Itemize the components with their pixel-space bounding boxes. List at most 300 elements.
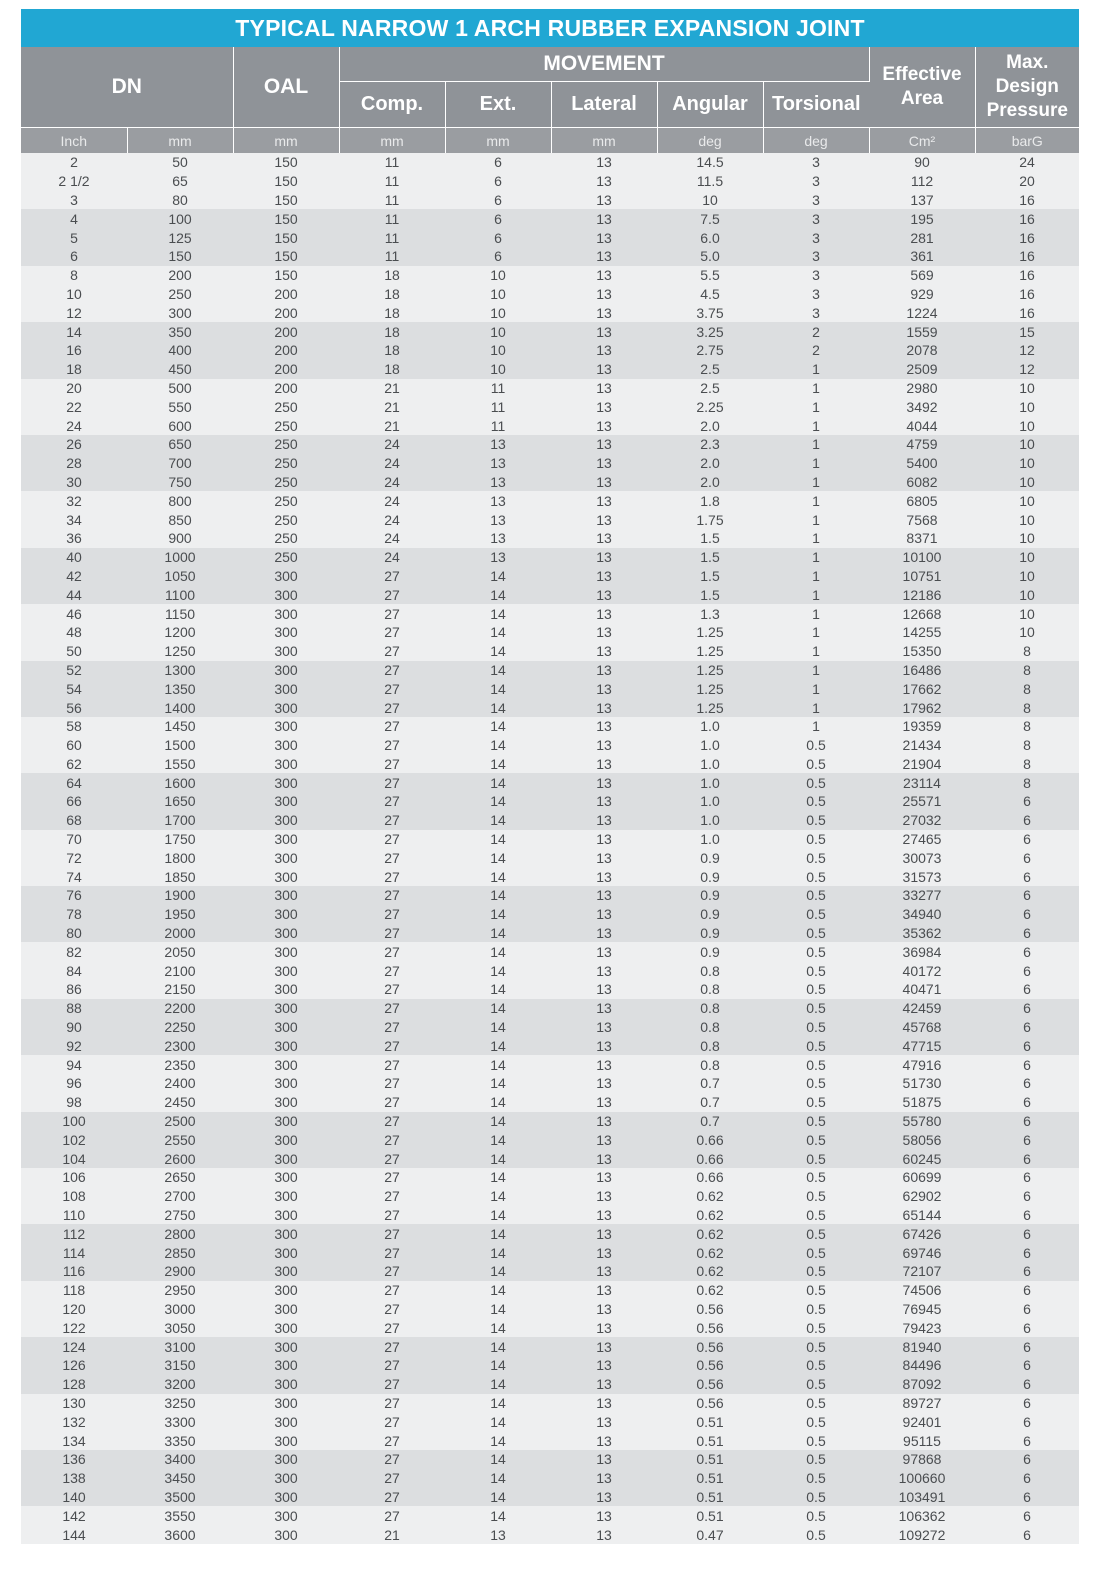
table-cell: 27 xyxy=(339,755,445,774)
table-row xyxy=(21,303,1079,322)
table-row xyxy=(21,1149,1079,1168)
table-cell: 1 xyxy=(763,717,869,736)
table-cell: 8 xyxy=(975,698,1079,717)
table-cell: 0.5 xyxy=(763,1149,869,1168)
table-cell: 3 xyxy=(763,228,869,247)
table-cell: 4.5 xyxy=(657,285,763,304)
table-cell: 0.5 xyxy=(763,980,869,999)
table-cell: 300 xyxy=(233,1318,339,1337)
table-row xyxy=(21,548,1079,567)
table-cell: 10 xyxy=(975,473,1079,492)
table-cell: 13 xyxy=(551,1488,657,1507)
table-cell: 79423 xyxy=(869,1318,975,1337)
table-cell: 13 xyxy=(551,661,657,680)
table-row xyxy=(21,867,1079,886)
table-cell: 0.7 xyxy=(657,1074,763,1093)
table-cell: 150 xyxy=(233,172,339,191)
table-cell: 300 xyxy=(233,830,339,849)
table-cell: 13 xyxy=(551,303,657,322)
table-cell: 1550 xyxy=(127,755,233,774)
table-cell: 300 xyxy=(233,1450,339,1469)
table-cell: 0.56 xyxy=(657,1318,763,1337)
table-cell: 0.5 xyxy=(763,1281,869,1300)
table-cell: 0.56 xyxy=(657,1375,763,1394)
table-cell: 21904 xyxy=(869,755,975,774)
table-cell: 300 xyxy=(233,1168,339,1187)
table-cell: 1200 xyxy=(127,623,233,642)
table-cell: 13 xyxy=(551,755,657,774)
table-cell: 6 xyxy=(975,1469,1079,1488)
table-cell: 42459 xyxy=(869,999,975,1018)
table-cell: 2.0 xyxy=(657,454,763,473)
table-cell: 11.5 xyxy=(657,172,763,191)
table-cell: 2350 xyxy=(127,1055,233,1074)
table-cell: 1.5 xyxy=(657,548,763,567)
table-cell: 0.5 xyxy=(763,1112,869,1131)
table-cell: 6 xyxy=(975,830,1079,849)
table-row xyxy=(21,341,1079,360)
unit-cell: deg xyxy=(763,128,869,154)
table-cell: 1 xyxy=(763,529,869,548)
table-cell: 10 xyxy=(975,585,1079,604)
table-cell: 6 xyxy=(21,247,127,266)
table-cell: 0.66 xyxy=(657,1130,763,1149)
table-cell: 0.5 xyxy=(763,1394,869,1413)
table-cell: 54 xyxy=(21,679,127,698)
table-cell: 300 xyxy=(233,924,339,943)
table-cell: 13 xyxy=(551,1281,657,1300)
table-cell: 6 xyxy=(975,980,1079,999)
table-cell: 14255 xyxy=(869,623,975,642)
table-cell: 0.8 xyxy=(657,1036,763,1055)
table-cell: 300 xyxy=(233,792,339,811)
header-max-pressure-line1: Max. xyxy=(1006,52,1049,73)
table-cell: 13 xyxy=(551,454,657,473)
table-cell: 33277 xyxy=(869,886,975,905)
table-cell: 0.5 xyxy=(763,1412,869,1431)
table-cell: 150 xyxy=(127,247,233,266)
table-cell: 2600 xyxy=(127,1149,233,1168)
table-cell: 90 xyxy=(869,153,975,172)
table-cell: 13 xyxy=(551,285,657,304)
table-cell: 13 xyxy=(551,1318,657,1337)
table-cell: 27 xyxy=(339,830,445,849)
table-cell: 2.3 xyxy=(657,435,763,454)
table-cell: 2850 xyxy=(127,1243,233,1262)
table-cell: 1100 xyxy=(127,585,233,604)
table-cell: 140 xyxy=(21,1488,127,1507)
table-cell: 27 xyxy=(339,661,445,680)
expansion-joint-table xyxy=(21,47,1079,1544)
table-cell: 27 xyxy=(339,1112,445,1131)
table-cell: 250 xyxy=(233,416,339,435)
table-cell: 15350 xyxy=(869,642,975,661)
table-cell: 361 xyxy=(869,247,975,266)
table-row xyxy=(21,773,1079,792)
table-cell: 8 xyxy=(975,642,1079,661)
table-cell: 2450 xyxy=(127,1093,233,1112)
table-cell: 2700 xyxy=(127,1187,233,1206)
table-cell: 6 xyxy=(975,1018,1079,1037)
table-cell: 14 xyxy=(445,585,551,604)
table-row xyxy=(21,642,1079,661)
table-row xyxy=(21,1168,1079,1187)
table-cell: 500 xyxy=(127,379,233,398)
table-row xyxy=(21,604,1079,623)
table-cell: 20 xyxy=(975,172,1079,191)
table-cell: 27 xyxy=(339,623,445,642)
table-cell: 0.9 xyxy=(657,867,763,886)
table-cell: 14 xyxy=(445,1337,551,1356)
table-cell: 13 xyxy=(551,905,657,924)
table-cell: 1.0 xyxy=(657,792,763,811)
table-cell: 11 xyxy=(339,191,445,210)
table-cell: 1050 xyxy=(127,567,233,586)
table-cell: 46 xyxy=(21,604,127,623)
table-cell: 27 xyxy=(339,567,445,586)
table-cell: 27 xyxy=(339,1469,445,1488)
table-cell: 0.5 xyxy=(763,1130,869,1149)
table-cell: 60 xyxy=(21,736,127,755)
table-cell: 6 xyxy=(445,191,551,210)
table-cell: 13 xyxy=(551,717,657,736)
table-cell: 1950 xyxy=(127,905,233,924)
table-cell: 13 xyxy=(551,510,657,529)
table-cell: 14 xyxy=(445,1187,551,1206)
table-cell: 0.5 xyxy=(763,1018,869,1037)
table-cell: 112 xyxy=(869,172,975,191)
table-cell: 27 xyxy=(339,1375,445,1394)
table-cell: 300 xyxy=(233,1412,339,1431)
table-cell: 27 xyxy=(339,848,445,867)
table-cell: 0.62 xyxy=(657,1187,763,1206)
table-cell: 82 xyxy=(21,942,127,961)
table-cell: 15 xyxy=(975,322,1079,341)
table-cell: 6 xyxy=(975,811,1079,830)
table-cell: 12 xyxy=(975,360,1079,379)
header-oal: OAL xyxy=(233,47,339,128)
table-cell: 250 xyxy=(127,285,233,304)
table-cell: 2900 xyxy=(127,1262,233,1281)
table-cell: 0.5 xyxy=(763,755,869,774)
table-row xyxy=(21,1525,1079,1544)
table-cell: 300 xyxy=(233,905,339,924)
table-cell: 10 xyxy=(975,604,1079,623)
table-cell: 14 xyxy=(445,1243,551,1262)
table-cell: 92401 xyxy=(869,1412,975,1431)
table-cell: 0.9 xyxy=(657,942,763,961)
table-cell: 0.5 xyxy=(763,1206,869,1225)
table-row xyxy=(21,1469,1079,1488)
table-cell: 0.5 xyxy=(763,999,869,1018)
table-cell: 13 xyxy=(551,830,657,849)
table-cell: 14 xyxy=(445,942,551,961)
table-cell: 27 xyxy=(339,1318,445,1337)
table-cell: 0.9 xyxy=(657,886,763,905)
table-cell: 2300 xyxy=(127,1036,233,1055)
table-row xyxy=(21,1224,1079,1243)
table-cell: 800 xyxy=(127,491,233,510)
table-cell: 1000 xyxy=(127,548,233,567)
table-row xyxy=(21,1130,1079,1149)
table-cell: 6 xyxy=(975,1337,1079,1356)
table-cell: 14 xyxy=(445,980,551,999)
table-cell: 27 xyxy=(339,1300,445,1319)
table-cell: 14 xyxy=(445,811,551,830)
table-row xyxy=(21,1206,1079,1225)
table-row xyxy=(21,1394,1079,1413)
table-cell: 24 xyxy=(339,473,445,492)
table-cell: 50 xyxy=(127,153,233,172)
table-cell: 200 xyxy=(233,360,339,379)
table-row xyxy=(21,1450,1079,1469)
table-cell: 6 xyxy=(975,1281,1079,1300)
table-cell: 300 xyxy=(233,585,339,604)
table-cell: 1 xyxy=(763,454,869,473)
table-cell: 18 xyxy=(339,322,445,341)
table-cell: 6 xyxy=(975,1093,1079,1112)
table-cell: 3 xyxy=(763,266,869,285)
table-row xyxy=(21,811,1079,830)
table-cell: 0.5 xyxy=(763,1469,869,1488)
table-row xyxy=(21,510,1079,529)
table-row xyxy=(21,285,1079,304)
table-cell: 14 xyxy=(445,1093,551,1112)
table-cell: 6 xyxy=(975,1036,1079,1055)
table-cell: 1.25 xyxy=(657,661,763,680)
table-cell: 3492 xyxy=(869,397,975,416)
table-cell: 16 xyxy=(21,341,127,360)
table-cell: 850 xyxy=(127,510,233,529)
table-cell: 69746 xyxy=(869,1243,975,1262)
table-cell: 300 xyxy=(233,1431,339,1450)
table-cell: 94 xyxy=(21,1055,127,1074)
table-cell: 1650 xyxy=(127,792,233,811)
table-cell: 13 xyxy=(551,924,657,943)
table-row xyxy=(21,379,1079,398)
table-cell: 18 xyxy=(21,360,127,379)
table-cell: 0.5 xyxy=(763,867,869,886)
table-cell: 250 xyxy=(233,548,339,567)
table-cell: 27 xyxy=(339,1262,445,1281)
table-cell: 13 xyxy=(551,397,657,416)
table-cell: 13 xyxy=(551,172,657,191)
table-cell: 300 xyxy=(233,698,339,717)
table-cell: 1.8 xyxy=(657,491,763,510)
table-cell: 0.5 xyxy=(763,736,869,755)
table-cell: 87092 xyxy=(869,1375,975,1394)
table-cell: 1 xyxy=(763,642,869,661)
table-cell: 40172 xyxy=(869,961,975,980)
table-cell: 13 xyxy=(551,1112,657,1131)
table-cell: 58 xyxy=(21,717,127,736)
table-cell: 125 xyxy=(127,228,233,247)
table-cell: 14 xyxy=(445,1431,551,1450)
table-cell: 27 xyxy=(339,1055,445,1074)
table-cell: 0.9 xyxy=(657,924,763,943)
table-cell: 195 xyxy=(869,209,975,228)
table-cell: 0.56 xyxy=(657,1394,763,1413)
table-row xyxy=(21,679,1079,698)
table-cell: 14.5 xyxy=(657,153,763,172)
table-cell: 13 xyxy=(551,1262,657,1281)
table-cell: 0.5 xyxy=(763,1506,869,1525)
table-cell: 14 xyxy=(445,924,551,943)
table-cell: 0.5 xyxy=(763,773,869,792)
table-cell: 350 xyxy=(127,322,233,341)
table-row xyxy=(21,1112,1079,1131)
table-cell: 2950 xyxy=(127,1281,233,1300)
table-cell: 27 xyxy=(339,773,445,792)
unit-cell: Inch xyxy=(21,128,127,154)
table-cell: 300 xyxy=(233,1243,339,1262)
table-cell: 8 xyxy=(975,679,1079,698)
table-cell: 18 xyxy=(339,266,445,285)
table-cell: 13 xyxy=(551,209,657,228)
table-cell: 2.5 xyxy=(657,379,763,398)
table-cell: 250 xyxy=(233,454,339,473)
table-cell: 108 xyxy=(21,1187,127,1206)
table-cell: 138 xyxy=(21,1469,127,1488)
table-cell: 10 xyxy=(975,548,1079,567)
table-cell: 300 xyxy=(233,661,339,680)
table-cell: 116 xyxy=(21,1262,127,1281)
table-cell: 1700 xyxy=(127,811,233,830)
table-cell: 6 xyxy=(975,1412,1079,1431)
table-cell: 30 xyxy=(21,473,127,492)
table-cell: 300 xyxy=(233,1337,339,1356)
table-cell: 3 xyxy=(763,172,869,191)
table-cell: 34 xyxy=(21,510,127,529)
table-cell: 11 xyxy=(445,379,551,398)
table-cell: 13 xyxy=(551,792,657,811)
table-cell: 27 xyxy=(339,792,445,811)
table-cell: 0.5 xyxy=(763,1243,869,1262)
table-cell: 27 xyxy=(339,1036,445,1055)
table-cell: 0.8 xyxy=(657,1055,763,1074)
table-cell: 8371 xyxy=(869,529,975,548)
table-cell: 0.5 xyxy=(763,1525,869,1544)
header-dn: DN xyxy=(21,47,233,128)
table-cell: 150 xyxy=(233,209,339,228)
table-cell: 27 xyxy=(339,1356,445,1375)
table-cell: 300 xyxy=(233,717,339,736)
table-cell: 14 xyxy=(445,679,551,698)
table-cell: 81940 xyxy=(869,1337,975,1356)
table-cell: 36984 xyxy=(869,942,975,961)
table-cell: 300 xyxy=(233,867,339,886)
table-cell: 21 xyxy=(339,397,445,416)
table-cell: 5.0 xyxy=(657,247,763,266)
table-cell: 24 xyxy=(339,491,445,510)
table-cell: 8 xyxy=(975,717,1079,736)
table-row xyxy=(21,529,1079,548)
table-cell: 10 xyxy=(21,285,127,304)
table-cell: 13 xyxy=(445,529,551,548)
table-cell: 6 xyxy=(975,1206,1079,1225)
table-cell: 62902 xyxy=(869,1187,975,1206)
table-cell: 1.5 xyxy=(657,585,763,604)
table-row xyxy=(21,1055,1079,1074)
table-row xyxy=(21,567,1079,586)
table-cell: 27 xyxy=(339,717,445,736)
table-cell: 14 xyxy=(445,623,551,642)
table-cell: 32 xyxy=(21,491,127,510)
table-cell: 24 xyxy=(339,454,445,473)
table-cell: 300 xyxy=(233,811,339,830)
table-cell: 0.5 xyxy=(763,1036,869,1055)
table-cell: 14 xyxy=(445,1506,551,1525)
table-cell: 74506 xyxy=(869,1281,975,1300)
table-cell: 300 xyxy=(233,1149,339,1168)
table-cell: 1.3 xyxy=(657,604,763,623)
table-cell: 300 xyxy=(233,1281,339,1300)
table-cell: 24 xyxy=(339,435,445,454)
table-cell: 0.7 xyxy=(657,1112,763,1131)
table-cell: 700 xyxy=(127,454,233,473)
table-cell: 6 xyxy=(975,867,1079,886)
table-cell: 0.62 xyxy=(657,1206,763,1225)
table-cell: 27 xyxy=(339,1168,445,1187)
table-cell: 0.5 xyxy=(763,942,869,961)
table-cell: 14 xyxy=(21,322,127,341)
table-cell: 0.56 xyxy=(657,1300,763,1319)
table-cell: 3250 xyxy=(127,1394,233,1413)
table-cell: 1.25 xyxy=(657,623,763,642)
table-cell: 30073 xyxy=(869,848,975,867)
table-cell: 40471 xyxy=(869,980,975,999)
table-cell: 6 xyxy=(975,942,1079,961)
table-cell: 72107 xyxy=(869,1262,975,1281)
table-cell: 13 xyxy=(445,548,551,567)
table-cell: 98 xyxy=(21,1093,127,1112)
table-cell: 1150 xyxy=(127,604,233,623)
table-cell: 14 xyxy=(445,773,551,792)
table-cell: 0.5 xyxy=(763,1300,869,1319)
table-cell: 0.62 xyxy=(657,1243,763,1262)
table-cell: 1 xyxy=(763,360,869,379)
table-cell: 0.5 xyxy=(763,1488,869,1507)
table-row xyxy=(21,247,1079,266)
table-cell: 2078 xyxy=(869,341,975,360)
table-row xyxy=(21,1318,1079,1337)
table-cell: 100 xyxy=(21,1112,127,1131)
table-cell: 600 xyxy=(127,416,233,435)
table-cell: 300 xyxy=(233,1018,339,1037)
table-cell: 24 xyxy=(339,510,445,529)
table-cell: 110 xyxy=(21,1206,127,1225)
table-cell: 20 xyxy=(21,379,127,398)
table-row xyxy=(21,1187,1079,1206)
table-cell: 14 xyxy=(445,867,551,886)
table-cell: 22 xyxy=(21,397,127,416)
table-cell: 10 xyxy=(975,454,1079,473)
table-cell: 13 xyxy=(551,1431,657,1450)
table-cell: 1 xyxy=(763,548,869,567)
table-cell: 84 xyxy=(21,961,127,980)
table-row xyxy=(21,905,1079,924)
table-cell: 300 xyxy=(233,1055,339,1074)
table-cell: 13 xyxy=(551,228,657,247)
table-cell: 70 xyxy=(21,830,127,849)
table-cell: 28 xyxy=(21,454,127,473)
table-cell: 3 xyxy=(763,303,869,322)
table-cell: 2 xyxy=(21,153,127,172)
table-cell: 3500 xyxy=(127,1488,233,1507)
table-cell: 27 xyxy=(339,736,445,755)
table-row xyxy=(21,792,1079,811)
table-cell: 14 xyxy=(445,1149,551,1168)
